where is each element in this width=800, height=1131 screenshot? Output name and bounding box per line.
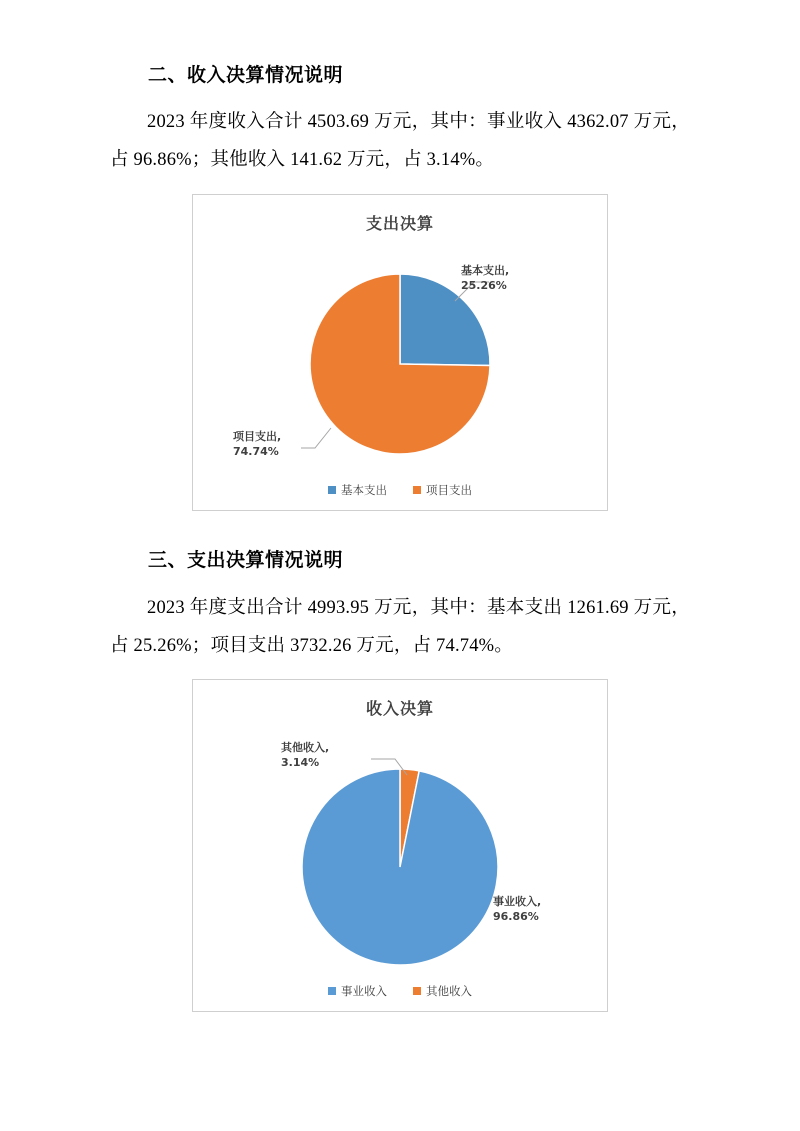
top-spacer-2 (110, 34, 690, 60)
chart-gap-2 (110, 665, 690, 679)
legend-item-basic-expenditure (328, 482, 387, 498)
pie-svg-income (193, 719, 607, 977)
legend-label: 项目支出 (426, 483, 472, 498)
chart-callout-business-income: 事业收入, 96.86% (493, 895, 542, 924)
chart-title-income: 收入决算 (365, 699, 434, 719)
legend-item-business-income (328, 983, 387, 999)
section-heading-income: 二、收入决算情况说明 (148, 64, 344, 86)
section-paragraph-expenditure: 2023 年度支出合计 4993.95 万元，其中：基本支出 1261.69 万元，占 25.26%；项目支出 3732.26 万元，占 74.74%。 (110, 597, 690, 656)
chart-income (192, 679, 608, 1012)
legend-item-project-expenditure (413, 482, 472, 498)
legend-swatch-icon (413, 987, 421, 995)
chart-legend-income (193, 977, 607, 1011)
section-gap (110, 511, 690, 545)
legend-label: 事业收入 (341, 984, 387, 999)
heading-gap-2 (110, 576, 690, 590)
legend-swatch-icon (413, 486, 421, 494)
legend-swatch-icon (328, 987, 336, 995)
section-heading-expenditure: 三、支出决算情况说明 (148, 549, 344, 572)
chart-callout-basic-expenditure: 基本支出, 25.26% (461, 264, 510, 293)
chart-gap-1 (110, 180, 690, 194)
pie-slice-business-income (302, 769, 498, 965)
section-paragraph-income: 2023 年度收入合计 4503.69 万元，其中：事业收入 4362.07 万元，占 96.86%；其他收入 141.62 万元，占 3.14%。 (110, 112, 690, 171)
leader-line-project (301, 428, 331, 448)
legend-swatch-icon (328, 486, 336, 494)
chart-callout-other-income: 其他收入, 3.14% (281, 741, 330, 770)
top-spacer (110, 0, 690, 34)
heading-gap-1 (110, 90, 690, 104)
legend-item-other-income (413, 983, 472, 999)
chart-legend-expenditure (193, 476, 607, 510)
chart-title-expenditure: 支出决算 (365, 214, 434, 234)
legend-label: 基本支出 (341, 483, 387, 498)
chart-canvas-income (193, 719, 607, 977)
chart-canvas-expenditure (193, 234, 607, 476)
legend-label: 其他收入 (426, 984, 472, 999)
chart-callout-project-expenditure: 项目支出, 74.74% (233, 430, 282, 459)
chart-expenditure (192, 194, 608, 511)
